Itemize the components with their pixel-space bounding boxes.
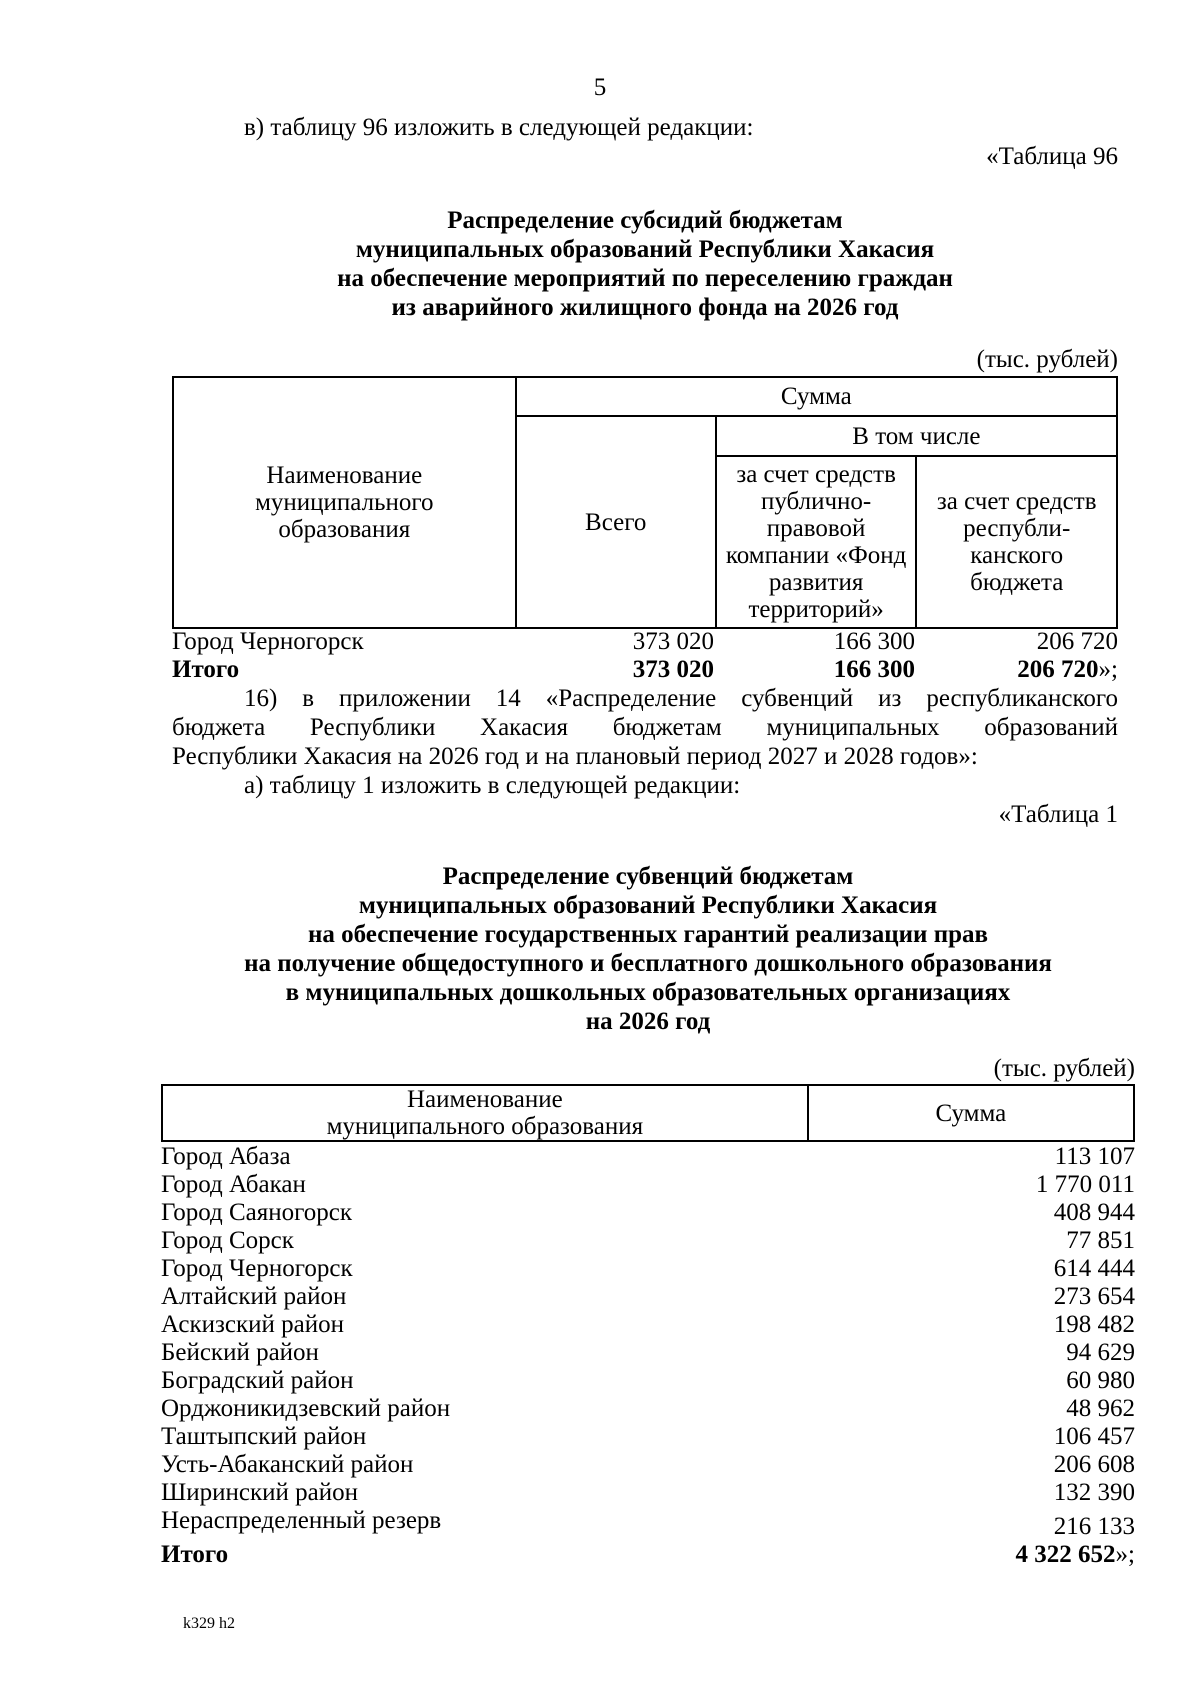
paragraph16-line: Республики Хакасия на 2026 год и на плановый период 2027 и 2028 годов»: — [172, 743, 978, 770]
row-name: Город Абакан — [161, 1171, 306, 1198]
table96-title — [172, 206, 1118, 322]
paragraph16-line: 16) в приложении 14 «Распределение субвенций из республиканского — [244, 685, 1118, 712]
table96-title-line: из аварийного жилищного фонда на 2026 год — [391, 294, 899, 321]
row-value: 1 770 011 — [1035, 1171, 1135, 1198]
row-total: 373 020 — [632, 628, 714, 655]
header-fund: за счет средств публично-правовой компании «Фонд развития территорий» — [716, 456, 917, 628]
row-name: Город Черногорск — [161, 1255, 353, 1282]
header-republic: за счет средств республи-канского бюджета — [916, 456, 1117, 628]
summary-total: 373 020 — [632, 656, 714, 683]
row-republic: 206 720 — [1036, 628, 1118, 655]
closing-quote: »; — [1115, 1541, 1135, 1568]
intro-line: в) таблицу 96 изложить в следующей редакции: — [244, 114, 754, 141]
row-value: 614 444 — [1053, 1255, 1135, 1282]
table1-units: (тыс. рублей) — [993, 1055, 1135, 1082]
table96-title-line: Распределение субсидий бюджетам — [447, 207, 843, 234]
table1-row — [161, 1199, 1135, 1227]
table96-header — [172, 376, 1118, 629]
summary-name: Итого — [172, 656, 240, 683]
table1-row — [161, 1171, 1135, 1199]
table1-header — [161, 1084, 1135, 1142]
table1-row — [161, 1283, 1135, 1311]
summary-value — [1016, 1541, 1135, 1569]
row-name: Город Сорск — [161, 1227, 294, 1254]
row-value: 94 629 — [1066, 1339, 1135, 1366]
row-value: 132 390 — [1053, 1479, 1135, 1506]
row-name: Нераспределенный резерв — [161, 1507, 442, 1534]
row-name: Бейский район — [161, 1339, 319, 1366]
row-name: Аскизский район — [161, 1311, 345, 1338]
row-name: Город Абаза — [161, 1143, 291, 1170]
summary-fund: 166 300 — [833, 656, 915, 683]
table1-title-line: на обеспечение государственных гарантий реализации прав — [307, 921, 989, 948]
table96-label: «Таблица 96 — [986, 143, 1118, 170]
row-name: Алтайский район — [161, 1283, 347, 1310]
row-value: 198 482 — [1053, 1311, 1135, 1338]
table96-title-line: муниципальных образований Республики Хакасия — [355, 236, 935, 263]
row-value: 206 608 — [1053, 1451, 1135, 1478]
table1-title-line: муниципальных образований Республики Хакасия — [358, 892, 938, 919]
table1-title-line: на 2026 год — [585, 1008, 711, 1035]
header-sum: Сумма — [808, 1085, 1134, 1141]
row-name: Орджоникидзевский район — [161, 1395, 451, 1422]
table96-row — [172, 628, 1118, 656]
header-name-line: муниципального образования — [326, 1113, 644, 1140]
header-name: Наименование муниципального образования — [173, 377, 516, 628]
table1-row — [161, 1143, 1135, 1171]
table1-row — [161, 1395, 1135, 1423]
header-name — [162, 1085, 808, 1141]
summary-value-number: 4 322 652 — [1015, 1541, 1116, 1568]
row-value: 60 980 — [1066, 1367, 1135, 1394]
table1-label: «Таблица 1 — [998, 801, 1118, 828]
summary-republic-value: 206 720 — [1017, 656, 1099, 683]
row-value: 48 962 — [1066, 1395, 1135, 1422]
row-name: Таштыпский район — [161, 1423, 367, 1450]
footer-code: k329 h2 — [183, 1615, 235, 1632]
row-value: 106 457 — [1053, 1423, 1135, 1450]
table1-row — [161, 1479, 1135, 1507]
row-value: 216 133 — [1053, 1513, 1135, 1540]
header-including: В том числе — [716, 416, 1117, 456]
row-value: 113 107 — [1054, 1143, 1135, 1170]
table1-row — [161, 1507, 1135, 1540]
table96-summary-row — [172, 656, 1118, 684]
table1-row — [161, 1255, 1135, 1283]
row-value: 408 944 — [1053, 1199, 1135, 1226]
row-name: Город Черногорск — [172, 628, 364, 655]
table1-row — [161, 1311, 1135, 1339]
row-name: Боградский район — [161, 1367, 354, 1394]
header-name-line: Наименование — [406, 1086, 563, 1113]
row-name: Ширинский район — [161, 1479, 358, 1506]
row-name: Усть-Абаканский район — [161, 1451, 414, 1478]
table96-units: (тыс. рублей) — [976, 346, 1118, 373]
row-name: Город Саяногорск — [161, 1199, 353, 1226]
row-value: 77 851 — [1066, 1227, 1135, 1254]
table1-title-line: Распределение субвенций бюджетам — [442, 863, 854, 890]
sub-a-line: а) таблицу 1 изложить в следующей редакции: — [244, 772, 741, 799]
table96-title-line: на обеспечение мероприятий по переселению граждан — [337, 265, 953, 292]
row-value: 273 654 — [1053, 1283, 1135, 1310]
table1-title-line: в муниципальных дошкольных образовательных организациях — [285, 979, 1011, 1006]
header-total: Всего — [516, 416, 716, 628]
table1-row — [161, 1227, 1135, 1255]
page-number: 5 — [593, 74, 607, 101]
closing-quote: »; — [1098, 656, 1118, 683]
table1-title-line: на получение общедоступного и бесплатного дошкольного образования — [244, 950, 1052, 977]
table1-row — [161, 1451, 1135, 1479]
table1-summary-row — [161, 1541, 1135, 1569]
summary-name: Итого — [161, 1541, 229, 1568]
table1-title — [161, 862, 1135, 1036]
paragraph16-line: бюджета Республики Хакасия бюджетам муниципальных образований — [172, 714, 1118, 741]
table1-row — [161, 1367, 1135, 1395]
table1-row — [161, 1423, 1135, 1451]
table1-row — [161, 1339, 1135, 1367]
header-sum: Сумма — [516, 377, 1117, 416]
row-fund: 166 300 — [833, 628, 915, 655]
summary-republic — [1017, 656, 1118, 684]
